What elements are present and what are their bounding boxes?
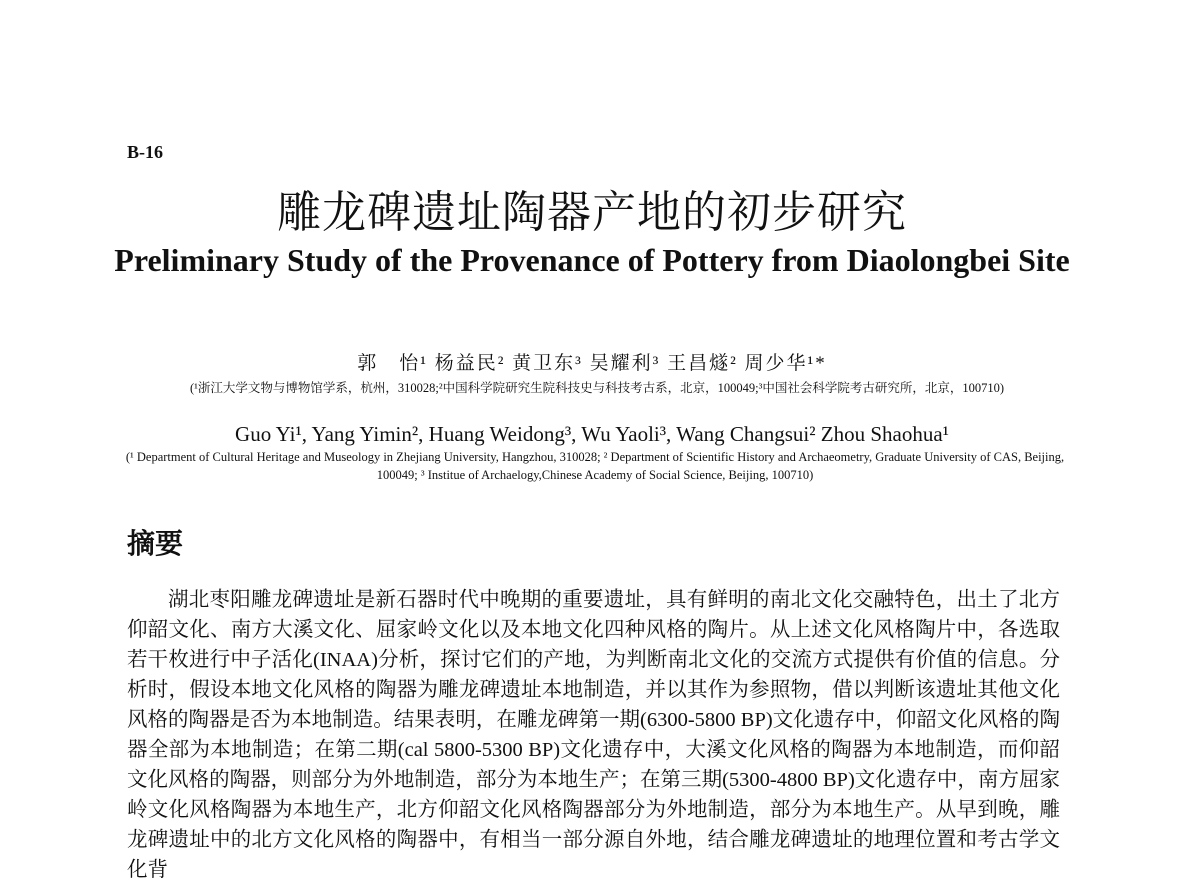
affiliations-english: (¹ Department of Cultural Heritage and Museology in Zhejiang University, Hangzhou, 310028; ² Department of Scientific History and Archaeometry, Graduate University of CAS, Beijing, 100049; ³ Institue of Archaelogy,Chinese Academy of Social Science, Beijing, 100710) xyxy=(125,450,1065,482)
title-chinese: 雕龙碑遗址陶器产地的初步研究 xyxy=(277,188,907,237)
affiliations-chinese: (¹浙江大学文物与博物馆学系，杭州，310028;²中国科学院研究生院科技史与科技考古系，北京，100049;³中国社会科学院考古研究所，北京，100710) xyxy=(189,381,1005,395)
authors-english: Guo Yi¹, Yang Yimin², Huang Weidong³, Wu Yaoli³, Wang Changsui² Zhou Shaohua¹ xyxy=(235,422,949,446)
title-english: Preliminary Study of the Provenance of Pottery from Diaolongbei Site xyxy=(114,242,1070,278)
abstract-paragraph: 湖北枣阳雕龙碑遗址是新石器时代中晚期的重要遗址，具有鲜明的南北文化交融特色，出土了北方仰韶文化、南方大溪文化、屈家岭文化以及本地文化四种风格的陶片。从上述文化风格陶片中，各选取若干枚进行中子活化(INAA)分析，探讨它们的产地，为判断南北文化的交流方式提供有价值的信息。分析时，假设本地文化风格的陶器为雕龙碑遗址本地制造，并以其作为参照物，借以判断该遗址其他文化风格的陶器是否为本地制造。结果表明，在雕龙碑第一期(6300-5800 BP)文化遗存中，仰韶文化风格的陶器全部为本地制造；在第二期(cal 5800-5300 BP)文化遗存中，大溪文化风格的陶器为本地制造，而仰韶文化风格的陶器，则部分为外地制造，部分为本地生产；在第三期(5300-4800 BP)文化遗存中，南方屈家岭文化风格陶器为本地生产，北方仰韶文化风格陶器部分为外地制造，部分为本地生产。从早到晚，雕龙碑遗址中的北方文化风格的陶器中，有相当一部分源自外地，结合雕龙碑遗址的地理位置和考古学文化背 xyxy=(127,589,1060,881)
paper-code-label: B-16 xyxy=(127,142,163,162)
abstract-heading: 摘要 xyxy=(127,529,184,560)
authors-chinese: 郭 怡¹ 杨益民² 黄卫东³ 吴耀利³ 王昌燧² 周少华¹* xyxy=(357,353,827,374)
